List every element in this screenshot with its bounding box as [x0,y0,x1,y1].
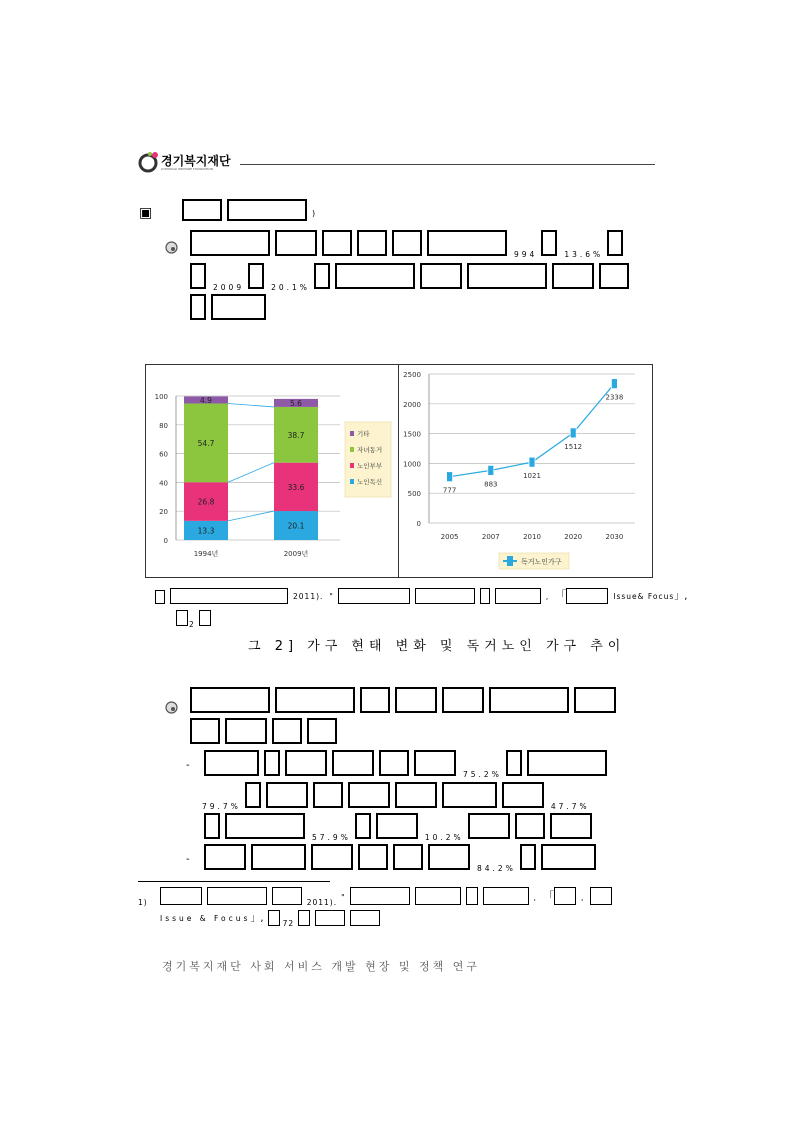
source-close: 」, [674,591,688,602]
section-title [182,199,315,221]
x-tick-label: 1994년 [193,550,219,558]
legend-swatch [350,463,354,468]
bar-value-label: 38.7 [287,430,305,440]
household-type-chart [146,365,398,576]
source-line2 [176,606,216,629]
footnote-rule [138,881,330,882]
source-journal: Issue& Focus [613,592,675,601]
y-tick-label: 0 [163,537,168,545]
legend-label: 독거노인가구 [521,558,562,566]
x-tick-label: 2009년 [283,550,309,558]
para2-line4 [200,782,594,811]
data-label: 1021 [523,472,541,481]
legend-swatch [350,479,354,484]
section-footnote-ref: ) [312,209,316,218]
legend-swatch [350,431,354,436]
bullet-icon [165,241,178,254]
bar-value-label: 26.8 [197,497,215,507]
para1-line3 [190,294,271,320]
para2-value-2: 79.7% [202,802,241,811]
y-tick-label: 40 [159,479,168,488]
section-marker: ▣ [139,205,153,221]
header-rule [240,164,655,165]
y-tick-label: 2000 [403,400,421,409]
legend-swatch [350,447,354,452]
para2-value-5: 10.2% [424,833,464,842]
source-year: 2011). [293,592,324,601]
footnote-close: 」, [250,913,264,924]
dash-marker: - [186,760,190,771]
footnote-year: 2011). [306,898,338,907]
y-tick-label: 0 [416,520,421,528]
footer-text: 경기복지재단 사회 서비스 개발 현장 및 정책 연구 [162,960,480,973]
y-tick-label: 2500 [403,371,421,379]
y-tick-label: 100 [154,393,168,401]
legend-label: 자녀동거 [357,446,383,454]
logo-text: 경기복지재단 [161,154,231,168]
data-label: 883 [484,480,498,489]
y-tick-label: 500 [407,490,421,499]
para1-value-3: 2009 [213,283,245,292]
data-label: 2338 [605,393,624,402]
source-line: 2011). " , 「 Issue& Focus」, [155,584,687,604]
bar-value-label: 4.9 [200,395,212,405]
para2-line5 [204,813,597,842]
footnote-line1: $_{1)}$ $_{2011).}$" , 「 , [138,885,617,907]
para2-line3 [204,750,612,779]
connector-line [228,403,274,406]
data-point [611,379,617,389]
data-point [447,472,453,482]
y-tick-label: 80 [159,421,168,430]
para1-line2 [190,263,634,292]
data-point [529,457,535,467]
footnote-number: 1) [138,898,148,907]
logo-mark-icon [138,151,160,173]
single-elderly-chart [399,365,650,576]
para2-value-4: 57.9% [312,833,351,842]
footnote-line2 [160,906,385,928]
para2-line6 [204,844,601,873]
para1-line1 [190,230,628,259]
para2-line1 [190,687,621,713]
bar-value-label: 33.6 [287,482,305,492]
x-tick-label: 2010 [523,533,541,541]
source-page: 2 [189,620,195,629]
x-tick-label: 2007 [481,533,500,541]
legend-label: 노인독신 [357,478,383,486]
x-tick-label: 2020 [564,533,583,541]
data-label: 1512 [564,442,583,451]
bar-value-label: 54.7 [197,438,215,448]
footnote-page: 72 [282,919,295,928]
para1-value-4: 20.1% [271,283,310,292]
bar-value-label: 5.6 [290,398,302,408]
y-tick-label: 1000 [403,460,421,469]
logo-subtext: GYEONGGI WELFARE FOUNDATION [161,167,213,171]
legend-label: 기타 [357,430,370,438]
para2-line2 [190,718,342,744]
data-label: 777 [442,486,457,495]
x-tick-label: 2030 [605,533,624,541]
para2-value-6: 84.2% [477,864,516,873]
bullet-icon [165,701,178,714]
bar-value-label: 20.1 [287,521,305,531]
dash-marker: - [186,854,190,865]
header-logo [138,151,238,173]
connector-line [228,463,274,483]
figure-caption: 그 2] 가구 현태 변화 및 독거노인 가구 추이 [248,639,626,654]
footnote-journal: Issue & Focus [160,914,251,923]
x-tick-label: 2005 [440,533,459,541]
para2-value-1: 75.2% [463,770,502,779]
y-tick-label: 1500 [403,430,421,439]
y-tick-label: 20 [159,508,168,517]
bar-value-label: 13.3 [197,526,215,536]
legend-marker [507,556,513,566]
connector-line [228,511,274,521]
para1-value-2: 13.6% [564,250,604,259]
data-point [570,428,576,438]
para2-value-3: 47.7% [550,802,590,811]
data-point [488,465,494,475]
legend-label: 노인부부 [357,462,383,470]
para1-value-1: 994 [514,250,538,259]
y-tick-label: 60 [159,450,168,459]
